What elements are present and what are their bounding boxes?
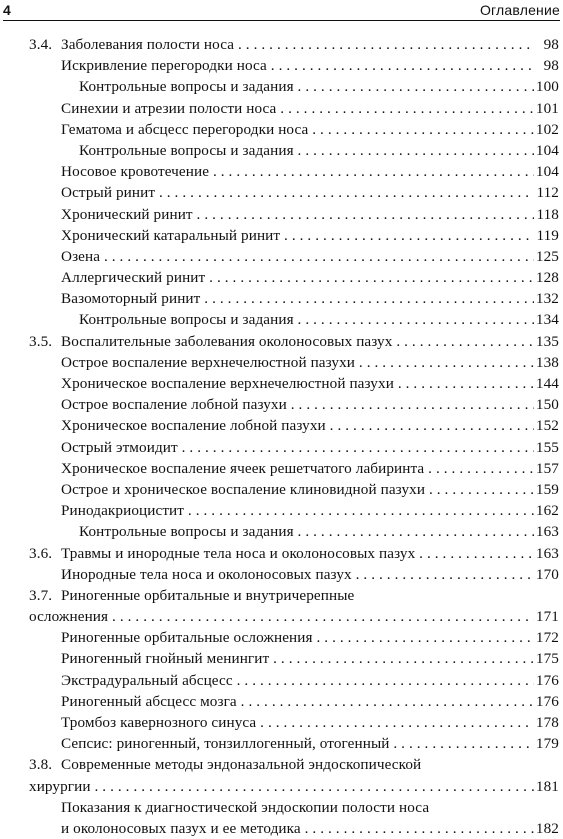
page-ref: 182 xyxy=(535,818,559,839)
page-header xyxy=(3,0,560,22)
toc-entry xyxy=(0,415,563,436)
entry-title: Синехии и атрезии полости носа . . . xyxy=(61,98,534,119)
page-number: 4 xyxy=(3,2,11,18)
page-ref: 176 xyxy=(535,670,559,691)
page-ref: 172 xyxy=(535,627,559,648)
toc-entry xyxy=(0,543,563,564)
page-ref: 159 xyxy=(535,479,559,500)
entry-title: Экстрадуральный абсцесс . . . xyxy=(61,670,534,691)
entry-title: Контрольные вопросы и задания . . . xyxy=(79,521,534,542)
toc-entry xyxy=(0,204,563,225)
page-ref: 118 xyxy=(535,204,559,225)
toc-entry xyxy=(0,225,563,246)
page-ref: 98 xyxy=(543,34,559,55)
entry-title: Хронический ринит . . . xyxy=(61,204,534,225)
entry-title: хирургии . . . xyxy=(29,776,534,797)
toc-entry xyxy=(0,267,563,288)
toc-entry xyxy=(0,98,563,119)
toc-entry xyxy=(0,437,563,458)
entry-title: Острое и хроническое воспаление клиновидной пазухи . . . xyxy=(61,479,534,500)
page-ref: 155 xyxy=(535,437,559,458)
entry-title: Искривление перегородки носа . . . xyxy=(61,55,534,76)
toc-entry xyxy=(0,712,563,733)
toc-entry xyxy=(0,797,563,818)
running-title: Оглавление xyxy=(479,2,560,18)
section-number: 3.8. xyxy=(29,756,53,774)
toc-entry xyxy=(0,458,563,479)
page-ref: 135 xyxy=(535,331,559,352)
toc-entry xyxy=(0,521,563,542)
toc-entry xyxy=(0,246,563,267)
page-ref: 170 xyxy=(535,564,559,585)
page-ref: 98 xyxy=(543,55,559,76)
page-ref: 134 xyxy=(535,309,559,330)
toc-entry xyxy=(0,55,563,76)
entry-title: Воспалительные заболевания околоносовых пазух . . . xyxy=(61,331,534,352)
toc-entry xyxy=(0,627,563,648)
page-ref: 163 xyxy=(535,543,559,564)
entry-title: Риногенный гнойный менингит . . . xyxy=(61,648,534,669)
page-ref: 163 xyxy=(535,521,559,542)
entry-title: Острое воспаление лобной пазухи . . . xyxy=(61,394,534,415)
page-ref: 179 xyxy=(535,733,559,754)
page-ref: 162 xyxy=(535,500,559,521)
entry-title: Риногенные орбитальные и внутричерепные xyxy=(61,586,355,604)
toc-entry xyxy=(0,606,563,627)
toc-entry xyxy=(0,500,563,521)
page-ref: 150 xyxy=(535,394,559,415)
entry-title: осложнения . . . xyxy=(29,606,534,627)
toc-entry xyxy=(0,288,563,309)
entry-title: Хроническое воспаление ячеек решетчатого лабиринта . . . xyxy=(61,458,534,479)
entry-title: Хронический катаральный ринит . . . xyxy=(61,225,534,246)
entry-title: и околоносовых пазух и ее методика . . . xyxy=(61,818,534,839)
toc-entry xyxy=(0,648,563,669)
entry-title: Риногенные орбитальные осложнения . . . xyxy=(61,627,534,648)
entry-title: Контрольные вопросы и задания . . . xyxy=(79,140,534,161)
entry-title: Озена . . . xyxy=(61,246,534,267)
entry-title: Инородные тела носа и околоносовых пазух . . . xyxy=(61,564,534,585)
entry-title: Хроническое воспаление лобной пазухи . . . xyxy=(61,415,534,436)
page-ref: 100 xyxy=(535,76,559,97)
entry-title: Ринодакриоцистит . . . xyxy=(61,500,534,521)
page-ref: 119 xyxy=(535,225,559,246)
toc-entry xyxy=(0,373,563,394)
page-ref: 157 xyxy=(535,458,559,479)
page-ref: 176 xyxy=(535,691,559,712)
page-ref: 144 xyxy=(535,373,559,394)
table-of-contents xyxy=(0,34,563,839)
section-number: 3.5. xyxy=(29,332,53,350)
entry-title: Острый ринит . . . xyxy=(61,182,534,203)
toc-entry xyxy=(0,34,563,55)
toc-entry xyxy=(0,352,563,373)
page-ref: 104 xyxy=(535,161,559,182)
toc-entry xyxy=(0,182,563,203)
toc-entry xyxy=(0,161,563,182)
toc-entry xyxy=(0,818,563,839)
entry-title: Хроническое воспаление верхнечелюстной пазухи . . . xyxy=(61,373,534,394)
page-ref: 101 xyxy=(535,98,559,119)
entry-title: Заболевания полости носа . . . xyxy=(61,34,534,55)
toc-entry xyxy=(0,670,563,691)
toc-entry xyxy=(0,309,563,330)
page-ref: 102 xyxy=(535,119,559,140)
toc-entry xyxy=(0,331,563,352)
entry-title: Травмы и инородные тела носа и околоносовых пазух . . . xyxy=(61,543,534,564)
entry-title: Острый этмоидит . . . xyxy=(61,437,534,458)
entry-title: Сепсис: риногенный, тонзиллогенный, отогенный . . . xyxy=(61,733,534,754)
entry-title: Гематома и абсцесс перегородки носа . . . xyxy=(61,119,534,140)
page-ref: 171 xyxy=(535,606,559,627)
entry-title: Вазомоторный ринит . . . xyxy=(61,288,534,309)
toc-entry xyxy=(0,119,563,140)
entry-title: Современные методы эндоназальной эндоскопической xyxy=(61,756,422,774)
entry-title: Показания к диагностической эндоскопии полости носа xyxy=(61,798,430,816)
page-ref: 181 xyxy=(535,776,559,797)
entry-title: Риногенный абсцесс мозга . . . xyxy=(61,691,534,712)
toc-entry xyxy=(0,691,563,712)
entry-title: Острое воспаление верхнечелюстной пазухи . . . xyxy=(61,352,534,373)
page-ref: 104 xyxy=(535,140,559,161)
page-ref: 138 xyxy=(535,352,559,373)
page-ref: 178 xyxy=(535,712,559,733)
page-ref: 128 xyxy=(535,267,559,288)
page-ref: 175 xyxy=(535,648,559,669)
toc-entry xyxy=(0,394,563,415)
entry-title: Контрольные вопросы и задания . . . xyxy=(79,76,534,97)
entry-title: Контрольные вопросы и задания . . . xyxy=(79,309,534,330)
section-number: 3.6. xyxy=(29,544,53,562)
page-ref: 125 xyxy=(535,246,559,267)
entry-title: Носовое кровотечение . . . xyxy=(61,161,534,182)
entry-title: Тромбоз кавернозного синуса . . . xyxy=(61,712,534,733)
section-number: 3.4. xyxy=(29,36,53,53)
entry-title: Аллергический ринит . . . xyxy=(61,267,534,288)
toc-entry xyxy=(0,76,563,97)
header-rule xyxy=(3,20,560,21)
page-ref: 132 xyxy=(535,288,559,309)
toc-entry xyxy=(0,776,563,797)
toc-entry xyxy=(0,564,563,585)
page-ref: 112 xyxy=(535,182,559,203)
toc-entry xyxy=(0,733,563,754)
toc-entry xyxy=(0,754,563,775)
page-ref: 152 xyxy=(535,415,559,436)
toc-entry xyxy=(0,479,563,500)
section-number: 3.7. xyxy=(29,586,53,604)
toc-entry xyxy=(0,585,563,606)
toc-entry xyxy=(0,140,563,161)
